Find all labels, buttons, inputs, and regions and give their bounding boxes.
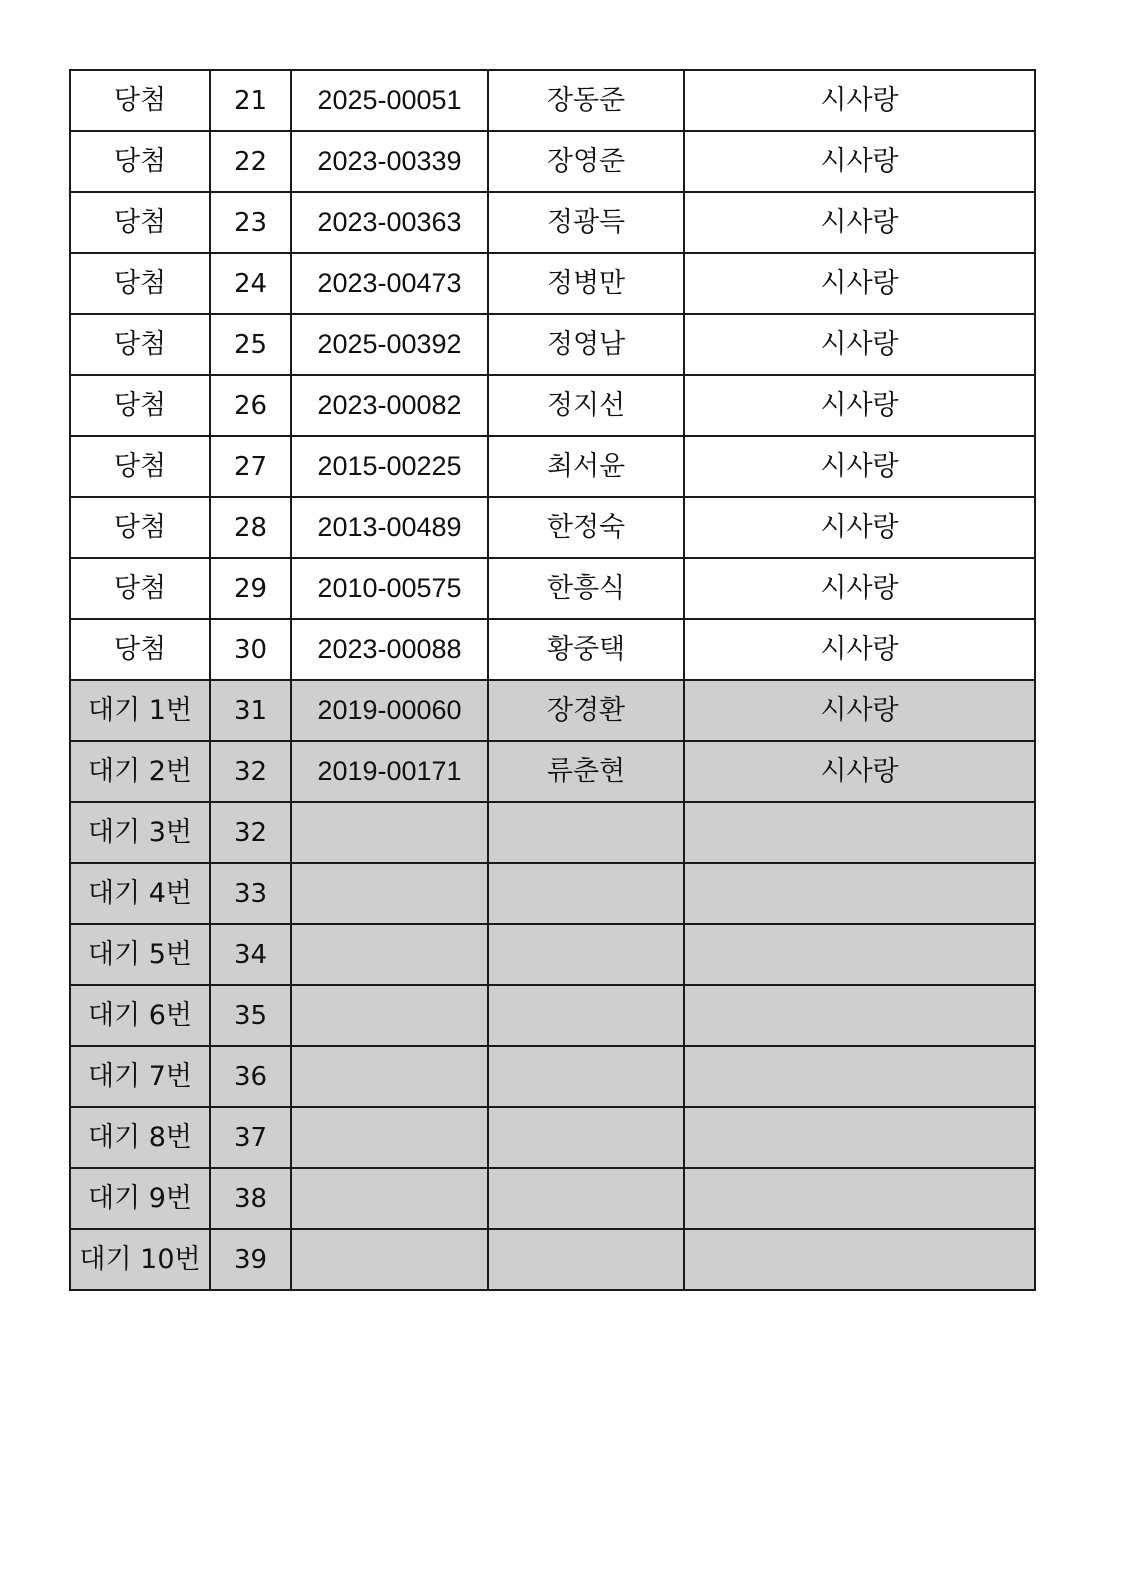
group-cell: 시사랑	[684, 375, 1035, 436]
person-name-cell	[488, 863, 684, 924]
status-cell: 대기 9번	[70, 1168, 210, 1229]
status-cell: 대기 5번	[70, 924, 210, 985]
status-cell: 당첨	[70, 192, 210, 253]
table-row	[70, 436, 1035, 497]
number-cell: 34	[210, 924, 291, 985]
number-cell: 31	[210, 680, 291, 741]
person-name-cell: 최서윤	[488, 436, 684, 497]
group-cell: 시사랑	[684, 314, 1035, 375]
group-cell: 시사랑	[684, 436, 1035, 497]
status-cell: 당첨	[70, 619, 210, 680]
table-body	[70, 70, 1035, 1290]
group-cell	[684, 863, 1035, 924]
group-cell: 시사랑	[684, 131, 1035, 192]
status-cell: 당첨	[70, 131, 210, 192]
number-cell: 37	[210, 1107, 291, 1168]
status-cell: 대기 2번	[70, 741, 210, 802]
registration-code-cell: 2015-00225	[291, 436, 488, 497]
group-cell: 시사랑	[684, 619, 1035, 680]
person-name-cell: 정병만	[488, 253, 684, 314]
table-row	[70, 375, 1035, 436]
number-cell: 33	[210, 863, 291, 924]
registration-code-cell	[291, 1168, 488, 1229]
status-cell: 당첨	[70, 314, 210, 375]
number-cell: 29	[210, 558, 291, 619]
person-name-cell: 장영준	[488, 131, 684, 192]
group-cell: 시사랑	[684, 192, 1035, 253]
table-row	[70, 802, 1035, 863]
person-name-cell	[488, 1168, 684, 1229]
status-cell: 당첨	[70, 497, 210, 558]
registration-code-cell: 2019-00171	[291, 741, 488, 802]
number-cell: 27	[210, 436, 291, 497]
number-cell: 25	[210, 314, 291, 375]
table-row	[70, 924, 1035, 985]
registration-code-cell	[291, 863, 488, 924]
number-cell: 35	[210, 985, 291, 1046]
group-cell	[684, 985, 1035, 1046]
group-cell	[684, 1107, 1035, 1168]
group-cell: 시사랑	[684, 558, 1035, 619]
status-cell: 대기 4번	[70, 863, 210, 924]
person-name-cell	[488, 1107, 684, 1168]
registration-code-cell: 2019-00060	[291, 680, 488, 741]
number-cell: 30	[210, 619, 291, 680]
status-cell: 당첨	[70, 70, 210, 131]
registration-code-cell	[291, 1229, 488, 1290]
status-cell: 대기 3번	[70, 802, 210, 863]
group-cell	[684, 802, 1035, 863]
number-cell: 22	[210, 131, 291, 192]
table-row	[70, 497, 1035, 558]
table-row	[70, 741, 1035, 802]
registration-code-cell	[291, 1046, 488, 1107]
number-cell: 26	[210, 375, 291, 436]
table-row	[70, 314, 1035, 375]
number-cell: 24	[210, 253, 291, 314]
registration-code-cell: 2023-00088	[291, 619, 488, 680]
table-row	[70, 1107, 1035, 1168]
registration-code-cell: 2023-00082	[291, 375, 488, 436]
group-cell: 시사랑	[684, 497, 1035, 558]
person-name-cell: 황중택	[488, 619, 684, 680]
group-cell	[684, 1046, 1035, 1107]
group-cell: 시사랑	[684, 253, 1035, 314]
table-row	[70, 131, 1035, 192]
status-cell: 대기 8번	[70, 1107, 210, 1168]
status-cell: 대기 7번	[70, 1046, 210, 1107]
table-row	[70, 558, 1035, 619]
number-cell: 28	[210, 497, 291, 558]
table-row	[70, 863, 1035, 924]
person-name-cell: 정지선	[488, 375, 684, 436]
group-cell: 시사랑	[684, 741, 1035, 802]
number-cell: 32	[210, 741, 291, 802]
table-row	[70, 253, 1035, 314]
registration-code-cell	[291, 802, 488, 863]
person-name-cell: 정광득	[488, 192, 684, 253]
registration-code-cell: 2023-00363	[291, 192, 488, 253]
status-cell: 대기 1번	[70, 680, 210, 741]
table-row	[70, 680, 1035, 741]
number-cell: 39	[210, 1229, 291, 1290]
table-row	[70, 1229, 1035, 1290]
registration-code-cell: 2010-00575	[291, 558, 488, 619]
group-cell: 시사랑	[684, 680, 1035, 741]
table-row	[70, 619, 1035, 680]
registration-code-cell	[291, 1107, 488, 1168]
registration-code-cell	[291, 985, 488, 1046]
number-cell: 38	[210, 1168, 291, 1229]
person-name-cell: 류춘현	[488, 741, 684, 802]
person-name-cell: 장경환	[488, 680, 684, 741]
table-row	[70, 1046, 1035, 1107]
status-cell: 당첨	[70, 253, 210, 314]
person-name-cell: 장동준	[488, 70, 684, 131]
person-name-cell	[488, 924, 684, 985]
number-cell: 21	[210, 70, 291, 131]
registration-code-cell: 2025-00392	[291, 314, 488, 375]
person-name-cell: 한흥식	[488, 558, 684, 619]
table-row	[70, 1168, 1035, 1229]
person-name-cell	[488, 985, 684, 1046]
group-cell	[684, 924, 1035, 985]
number-cell: 23	[210, 192, 291, 253]
status-cell: 당첨	[70, 558, 210, 619]
group-cell	[684, 1168, 1035, 1229]
table-row	[70, 70, 1035, 131]
person-name-cell	[488, 802, 684, 863]
registration-code-cell: 2013-00489	[291, 497, 488, 558]
person-name-cell	[488, 1046, 684, 1107]
person-name-cell: 한정숙	[488, 497, 684, 558]
group-cell	[684, 1229, 1035, 1290]
lottery-result-table	[69, 69, 1036, 1291]
registration-code-cell: 2025-00051	[291, 70, 488, 131]
person-name-cell	[488, 1229, 684, 1290]
registration-code-cell: 2023-00473	[291, 253, 488, 314]
number-cell: 36	[210, 1046, 291, 1107]
person-name-cell: 정영남	[488, 314, 684, 375]
status-cell: 대기 10번	[70, 1229, 210, 1290]
status-cell: 대기 6번	[70, 985, 210, 1046]
number-cell: 32	[210, 802, 291, 863]
table-row	[70, 985, 1035, 1046]
status-cell: 당첨	[70, 436, 210, 497]
group-cell: 시사랑	[684, 70, 1035, 131]
registration-code-cell: 2023-00339	[291, 131, 488, 192]
table-row	[70, 192, 1035, 253]
status-cell: 당첨	[70, 375, 210, 436]
registration-code-cell	[291, 924, 488, 985]
